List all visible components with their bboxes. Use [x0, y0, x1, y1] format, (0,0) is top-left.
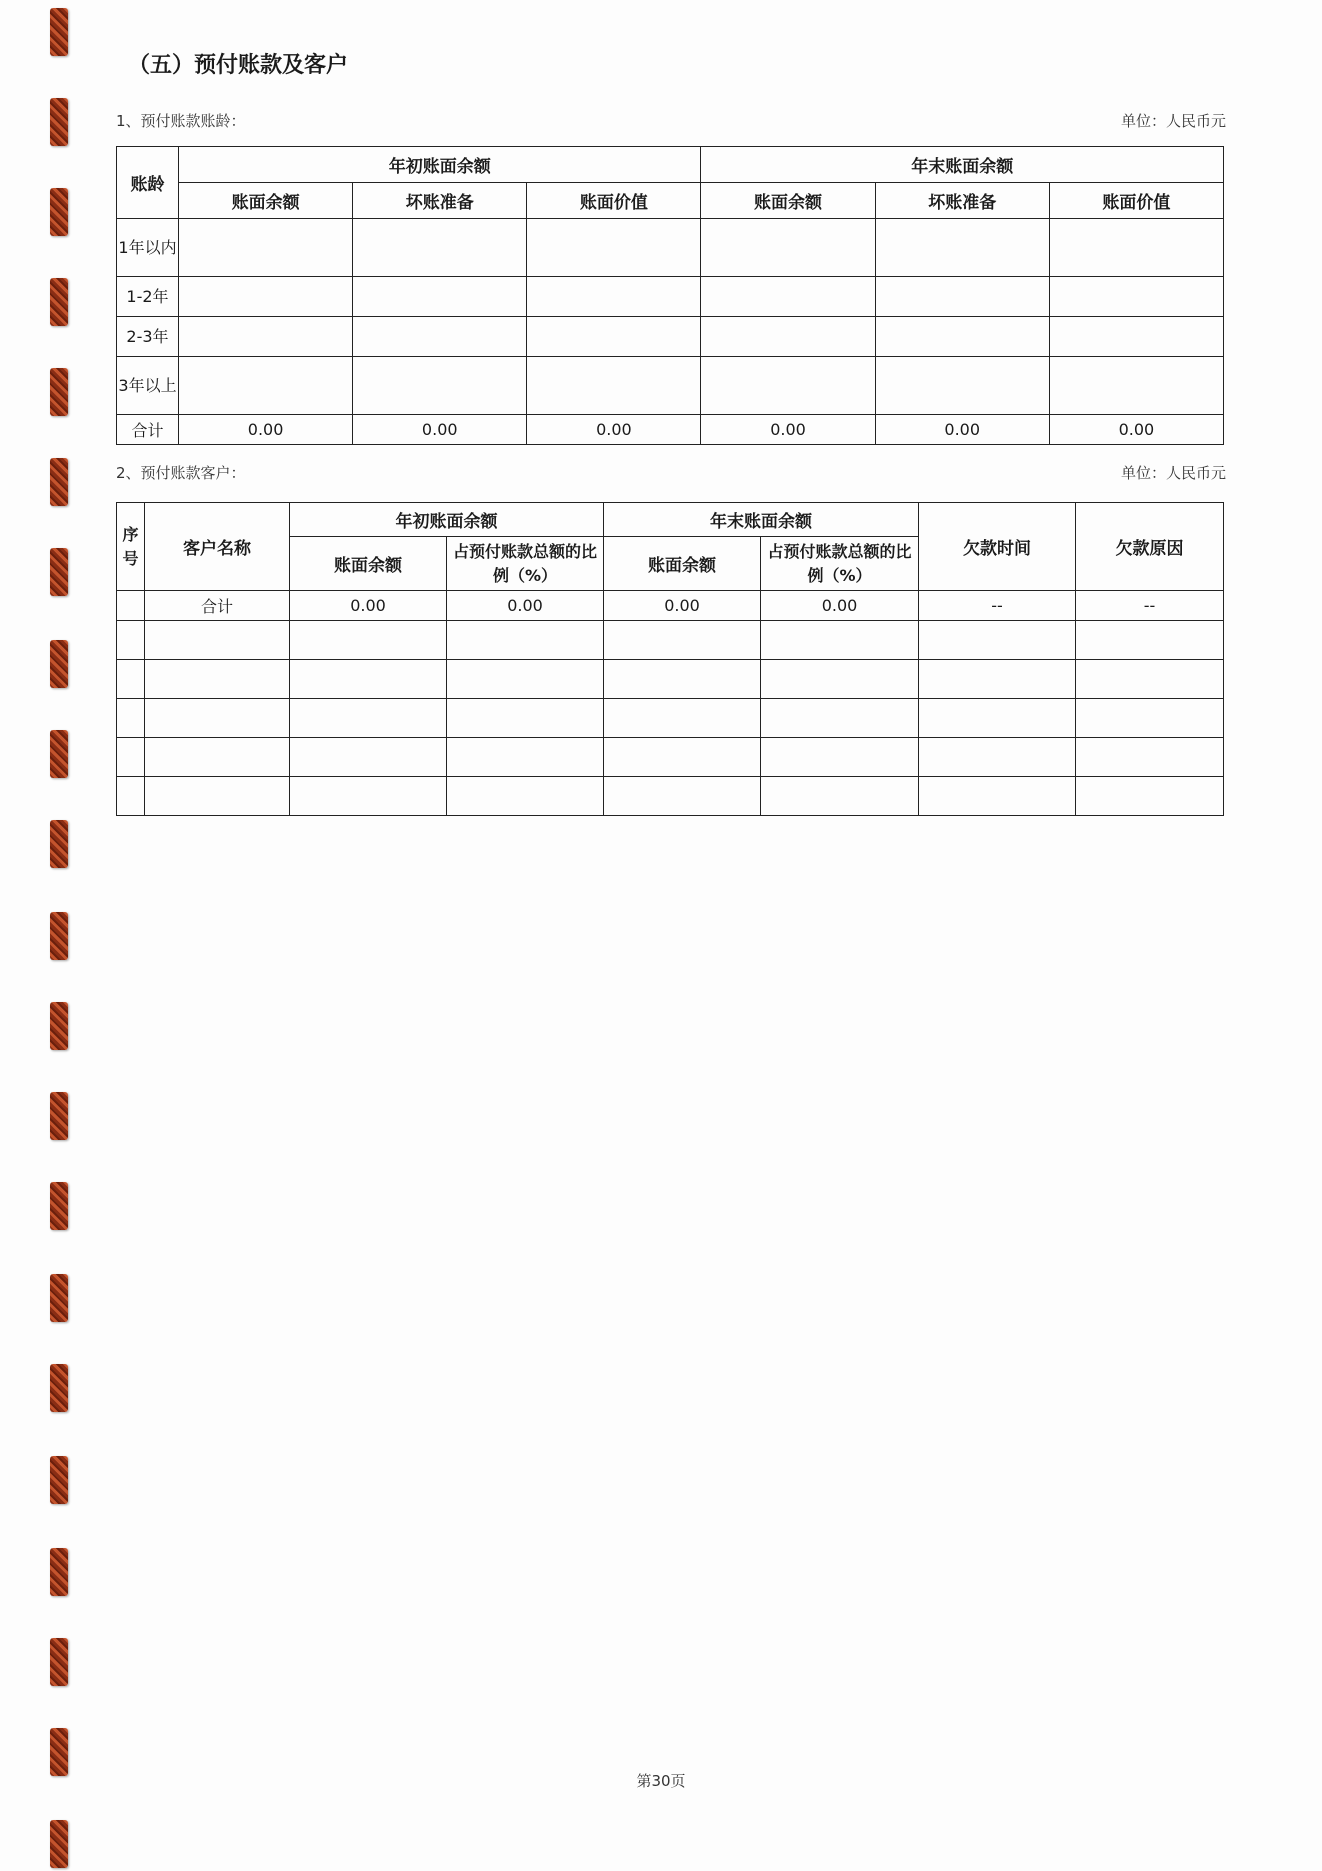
table-row	[117, 660, 1224, 699]
total-cell: 0.00	[527, 415, 701, 445]
col-header: 账面余额	[604, 537, 761, 591]
begin-balance-header: 年初账面余额	[290, 503, 604, 537]
col-header: 坏账准备	[353, 183, 527, 219]
total-cell: 0.00	[290, 591, 447, 621]
col-header: 账面价值	[1049, 183, 1223, 219]
seq-header: 序号	[117, 503, 145, 591]
row-label: 3年以上	[117, 357, 179, 415]
customer-name-header: 客户名称	[145, 503, 290, 591]
customer-table-unit: 单位：人民币元	[1120, 464, 1226, 482]
page-number: 第30页	[636, 1772, 686, 1790]
col-header: 账面余额	[701, 183, 875, 219]
col-header: 账面价值	[527, 183, 701, 219]
table-row	[117, 777, 1224, 816]
total-cell: --	[919, 591, 1076, 621]
aging-header: 账龄	[117, 147, 179, 219]
table-row	[117, 699, 1224, 738]
table-row	[117, 317, 1224, 357]
total-cell: 0.00	[701, 415, 875, 445]
aging-table-note: 1、预付账款账龄：	[116, 112, 246, 130]
begin-balance-header: 年初账面余额	[179, 147, 701, 183]
aging-table-unit: 单位：人民币元	[1120, 112, 1226, 130]
row-label: 1-2年	[117, 277, 179, 317]
overdue-reason-header: 欠款原因	[1076, 503, 1224, 591]
total-row	[117, 415, 1224, 445]
row-label: 2-3年	[117, 317, 179, 357]
total-cell: --	[1076, 591, 1224, 621]
table-row	[117, 277, 1224, 317]
total-cell: 0.00	[875, 415, 1049, 445]
end-balance-header: 年末账面余额	[701, 147, 1224, 183]
total-label: 合计	[145, 591, 290, 621]
row-label: 1年以内	[117, 219, 179, 277]
total-cell: 0.00	[353, 415, 527, 445]
section-title: （五）预付账款及客户	[128, 53, 349, 78]
table-row	[117, 357, 1224, 415]
total-cell: 0.00	[1049, 415, 1223, 445]
total-cell: 0.00	[761, 591, 919, 621]
col-header: 账面余额	[179, 183, 353, 219]
col-header: 坏账准备	[875, 183, 1049, 219]
table-row	[117, 219, 1224, 277]
table-row	[117, 621, 1224, 660]
binder-edge	[22, 0, 52, 1871]
total-label: 合计	[117, 415, 179, 445]
customer-table-note: 2、预付账款客户：	[116, 464, 246, 482]
end-balance-header: 年末账面余额	[604, 503, 919, 537]
col-header: 占预付账款总额的比例（%）	[447, 537, 604, 591]
total-cell: 0.00	[447, 591, 604, 621]
aging-table	[116, 146, 1224, 445]
customer-table	[116, 502, 1224, 816]
table-row	[117, 738, 1224, 777]
overdue-time-header: 欠款时间	[919, 503, 1076, 591]
total-row	[117, 591, 1224, 621]
total-cell: 0.00	[179, 415, 353, 445]
total-cell: 0.00	[604, 591, 761, 621]
col-header: 占预付账款总额的比例（%）	[761, 537, 919, 591]
col-header: 账面余额	[290, 537, 447, 591]
